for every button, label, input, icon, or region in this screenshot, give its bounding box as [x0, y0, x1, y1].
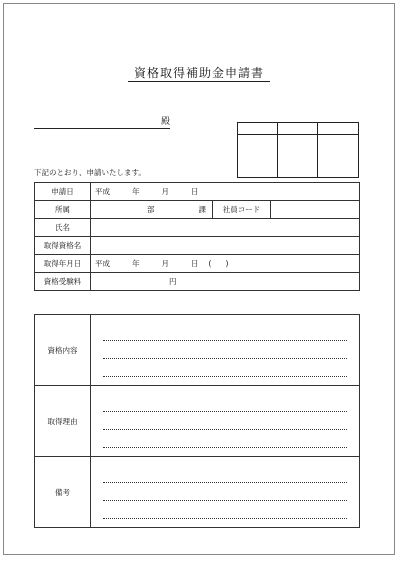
- label-remarks: 備考: [35, 457, 91, 528]
- section-remarks: [35, 457, 360, 528]
- row-application-date: [35, 183, 360, 201]
- form-title: [4, 64, 394, 81]
- label-exam-fee: 資格受験料: [35, 273, 91, 291]
- name-field[interactable]: [91, 219, 360, 237]
- section-reason: [35, 386, 360, 457]
- row-name: [35, 219, 360, 237]
- qualification-name-field[interactable]: [91, 237, 360, 255]
- label-qualification-name: 取得資格名: [35, 237, 91, 255]
- day-text: 日: [191, 187, 199, 196]
- form-title-text: 資格取得補助金申請書: [128, 66, 270, 82]
- month-text: 月: [161, 187, 169, 196]
- approval-stamp-grid: [237, 122, 359, 178]
- label-application-date: 申請日: [35, 183, 91, 201]
- paren-close: ): [225, 259, 229, 268]
- dotted-line: [103, 359, 347, 377]
- dotted-line: [103, 483, 347, 501]
- label-name: 氏名: [35, 219, 91, 237]
- dotted-line: [103, 501, 347, 519]
- label-affiliation: 所属: [35, 201, 91, 219]
- acquisition-date-field[interactable]: [91, 255, 360, 273]
- intro-text: 下記のとおり、申請いたします。: [34, 168, 146, 177]
- reason-field[interactable]: [91, 386, 360, 457]
- dotted-line: [103, 323, 347, 341]
- era-text: 平成: [95, 259, 110, 268]
- addressee-suffix: 殿: [160, 117, 170, 127]
- day-text: 日: [191, 259, 199, 268]
- dotted-line: [103, 430, 347, 448]
- application-form-page: [3, 3, 395, 555]
- stamp-cell[interactable]: [318, 135, 358, 177]
- stamp-header-cell: [238, 123, 278, 135]
- dotted-line: [103, 412, 347, 430]
- stamp-header-cell: [318, 123, 358, 135]
- stamp-cell[interactable]: [238, 135, 278, 177]
- paren-open: (: [208, 259, 212, 268]
- affiliation-field[interactable]: [91, 201, 213, 219]
- employee-code-label: 社員コード: [213, 201, 271, 219]
- remarks-field[interactable]: [91, 457, 360, 528]
- dotted-line: [103, 394, 347, 412]
- section-content: [35, 315, 360, 386]
- yen-unit: 円: [169, 277, 177, 286]
- row-affiliation: [35, 201, 360, 219]
- addressee-field[interactable]: [34, 114, 170, 129]
- label-content: 資格内容: [35, 315, 91, 386]
- application-date-field[interactable]: [91, 183, 360, 201]
- info-table: [34, 182, 360, 291]
- row-qualification-name: [35, 237, 360, 255]
- label-reason: 取得理由: [35, 386, 91, 457]
- dotted-line: [103, 465, 347, 483]
- content-field[interactable]: [91, 315, 360, 386]
- section-text: 課: [198, 205, 206, 214]
- year-text: 年: [132, 259, 140, 268]
- exam-fee-field[interactable]: [91, 273, 360, 291]
- dept-text: 部: [147, 205, 155, 214]
- year-text: 年: [132, 187, 140, 196]
- month-text: 月: [161, 259, 169, 268]
- label-acquisition-date: 取得年月日: [35, 255, 91, 273]
- row-acquisition-date: [35, 255, 360, 273]
- details-table: [34, 314, 360, 528]
- employee-code-field[interactable]: [271, 201, 360, 219]
- stamp-cell[interactable]: [278, 135, 318, 177]
- row-exam-fee: [35, 273, 360, 291]
- stamp-header-cell: [278, 123, 318, 135]
- era-text: 平成: [95, 187, 110, 196]
- dotted-line: [103, 341, 347, 359]
